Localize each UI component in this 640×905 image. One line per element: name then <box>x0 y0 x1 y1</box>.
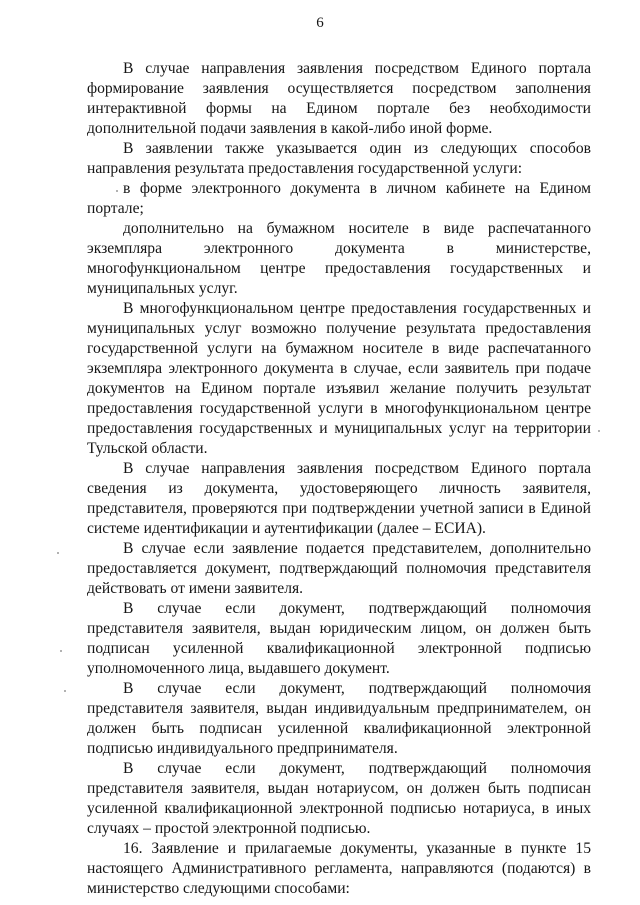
scan-speck <box>60 650 62 652</box>
paragraph-result-delivery-methods: В заявлении также указывается один из следующих способов направления результата предоставления государственной услуги: <box>87 140 591 177</box>
scan-speck <box>64 690 66 692</box>
paragraph-entrepreneur-signature: В случае если документ, подтверждающий полномочия представителя заявителя, выдан индивидуальным предпринимателем, он должен быть подписан усиленной квалификационной электронной подписью индивидуального предпринимателя. <box>87 680 591 757</box>
paragraph-notary-signature: В случае если документ, подтверждающий полномочия представителя заявителя, выдан нотариусом, он должен быть подписан усиленной квалификационной электронной подписью нотариуса, в иных случаях – простой электронной подписью. <box>87 760 591 837</box>
paragraph-esia-verification: В случае направления заявления посредством Единого портала сведения из документа, удостоверяющего личность заявителя, представителя, проверяются при подтверждении учетной записи в Единой системе идентификации и аутентификации (далее – ЕСИА). <box>87 460 591 537</box>
paragraph-representative-document: В случае если заявление подается представителем, дополнительно предоставляется документ, подтверждающий полномочия представителя действовать от имени заявителя. <box>87 540 591 597</box>
paragraph-legal-entity-signature: В случае если документ, подтверждающий полномочия представителя заявителя, выдан юридическим лицом, он должен быть подписан усиленной квалификационной электронной подписью уполномоченного лица, выдавшего документ. <box>87 600 591 677</box>
scan-speck <box>116 190 118 192</box>
paragraph-mfc-result: В многофункциональном центре предоставления государственных и муниципальных услуг возможно получение результата предоставления государственной услуги на бумажном носителе в виде распечатанного экземпляра электронного документа в случае, если заявитель при подаче документов на Едином портале изъявил желание получить результат предоставления государственной услуги в многофункциональном центре предоставления государственных и муниципальных услуг на территории Тульской области. <box>87 300 591 457</box>
paragraph-paper-copy-option: дополнительно на бумажном носителе в виде распечатанного экземпляра электронного документа в министерстве, многофункциональном центре предоставления государственных и муниципальных услуг. <box>87 220 591 297</box>
scan-speck <box>57 552 59 554</box>
paragraph-item-16: 16. Заявление и прилагаемые документы, указанные в пункте 15 настоящего Административного регламента, направляются (подаются) в министерство следующими способами: <box>87 840 591 897</box>
scan-speck <box>598 430 600 432</box>
paragraph-portal-submission: В случае направления заявления посредством Единого портала формирование заявления осуществляется посредством заполнения интерактивной формы на Едином портале без необходимости дополнительной подачи заявления в какой-либо иной форме. <box>87 60 591 137</box>
document-body <box>87 59 591 899</box>
page-number: 6 <box>316 15 324 31</box>
paragraph-electronic-document-option: в форме электронного документа в личном кабинете на Едином портале; <box>87 180 591 217</box>
